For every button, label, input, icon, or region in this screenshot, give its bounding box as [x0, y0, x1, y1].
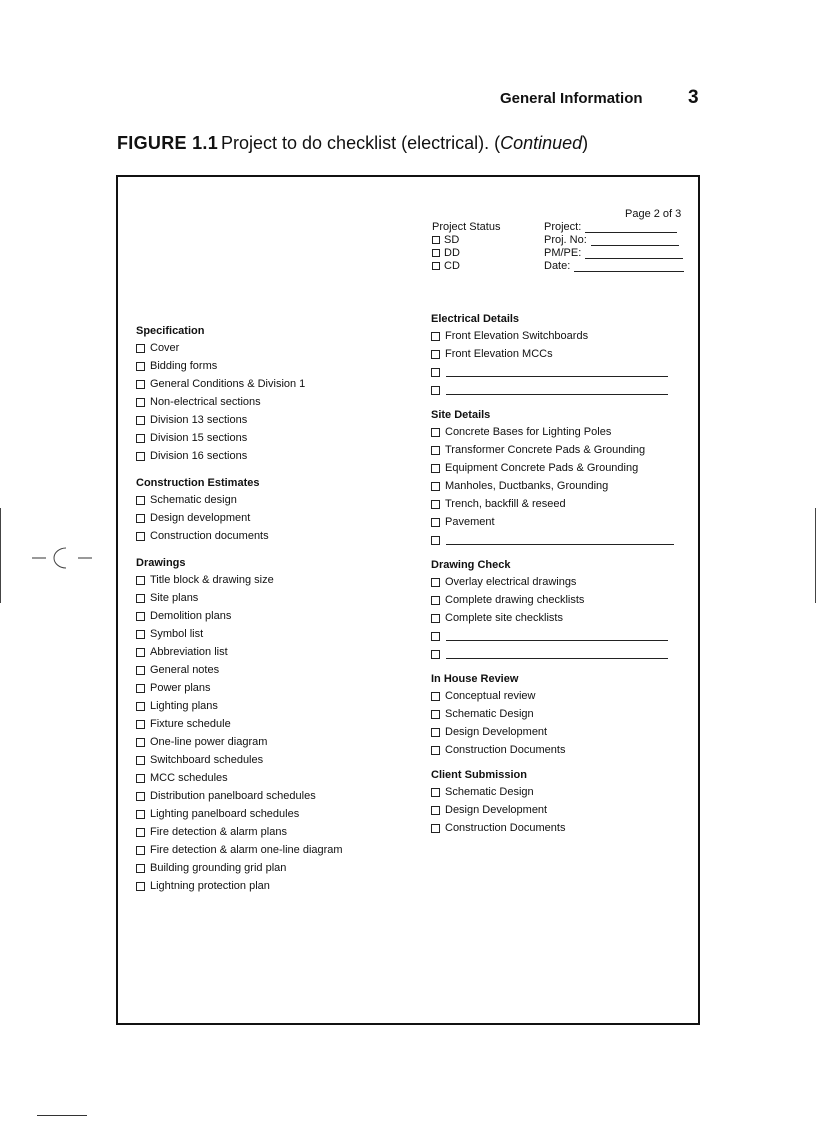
status-option-cd[interactable] — [432, 260, 460, 272]
list-item[interactable] — [136, 771, 406, 785]
project-number-field[interactable] — [544, 234, 679, 246]
item-label: Design development — [150, 512, 251, 524]
item-label: Manholes, Ductbanks, Grounding — [445, 480, 609, 492]
status-option-dd[interactable] — [432, 247, 460, 259]
item-label: Fire detection & alarm plans — [150, 826, 287, 838]
item-label: One-line power diagram — [150, 736, 268, 748]
project-status-label: Project Status — [432, 221, 501, 233]
checkbox[interactable] — [136, 828, 145, 837]
item-label: Complete drawing checklists — [445, 594, 585, 606]
item-label: Division 16 sections — [150, 450, 248, 462]
checkbox[interactable] — [136, 756, 145, 765]
list-item[interactable] — [431, 515, 681, 529]
project-number-line[interactable] — [591, 235, 679, 246]
section-title: Specification — [136, 325, 205, 337]
list-item[interactable] — [136, 493, 406, 507]
list-item[interactable] — [431, 725, 681, 739]
item-label: Distribution panelboard schedules — [150, 790, 316, 802]
list-item[interactable] — [431, 707, 681, 721]
project-number-label: Proj. No: — [544, 234, 587, 246]
list-item[interactable] — [136, 753, 406, 767]
checkbox[interactable] — [136, 792, 145, 801]
checkbox[interactable] — [136, 702, 145, 711]
item-label: Demolition plans — [150, 610, 232, 622]
item-label: Schematic Design — [445, 708, 534, 720]
section-title: Drawings — [136, 557, 186, 569]
list-item[interactable] — [136, 717, 406, 731]
item-label: Title block & drawing size — [150, 574, 274, 586]
list-item[interactable] — [431, 575, 681, 589]
item-label: Pavement — [445, 516, 495, 528]
item-label: Front Elevation MCCs — [445, 348, 553, 360]
list-item[interactable] — [136, 529, 406, 543]
item-label: Power plans — [150, 682, 211, 694]
status-option-sd[interactable] — [432, 234, 459, 246]
list-item[interactable] — [136, 645, 406, 659]
blank-item[interactable] — [431, 383, 681, 397]
item-label: MCC schedules — [150, 772, 228, 784]
checkbox[interactable] — [136, 576, 145, 585]
checkbox[interactable] — [136, 344, 145, 353]
item-label: Building grounding grid plan — [150, 862, 287, 874]
checkbox[interactable] — [431, 500, 440, 509]
item-label: Fixture schedule — [150, 718, 231, 730]
figure-caption-continued: Continued — [500, 133, 583, 153]
item-label: Non-electrical sections — [150, 396, 261, 408]
checkbox[interactable] — [431, 824, 440, 833]
checkbox[interactable] — [431, 728, 440, 737]
item-label: Abbreviation list — [150, 646, 228, 658]
list-item[interactable] — [431, 803, 681, 817]
item-label: Lighting panelboard schedules — [150, 808, 300, 820]
list-item[interactable] — [136, 395, 406, 409]
checkbox[interactable] — [136, 496, 145, 505]
checkbox[interactable] — [136, 452, 145, 461]
margin-mark-left — [0, 508, 1, 603]
list-item[interactable] — [431, 497, 681, 511]
section-title: Client Submission — [431, 769, 527, 781]
checkbox[interactable] — [431, 368, 440, 377]
item-label: Bidding forms — [150, 360, 218, 372]
list-item[interactable] — [431, 347, 681, 361]
checkbox[interactable] — [136, 846, 145, 855]
list-item[interactable] — [136, 511, 406, 525]
section-title: Construction Estimates — [136, 477, 260, 489]
item-label: Lighting plans — [150, 700, 218, 712]
registration-mark-icon — [32, 544, 92, 572]
list-item[interactable] — [431, 593, 681, 607]
site-details-section — [431, 409, 681, 547]
status-option-label: CD — [444, 260, 460, 272]
item-label: Construction documents — [150, 530, 269, 542]
section-title: Site Details — [431, 409, 491, 421]
drawings-section — [136, 557, 406, 893]
checkbox[interactable] — [136, 362, 145, 371]
blank-item[interactable] — [431, 647, 681, 661]
checkbox[interactable] — [431, 788, 440, 797]
item-label: Conceptual review — [445, 690, 536, 702]
list-item[interactable] — [136, 699, 406, 713]
item-label: Overlay electrical drawings — [445, 576, 577, 588]
blank-item[interactable] — [431, 365, 681, 379]
checkbox[interactable] — [136, 416, 145, 425]
blank-entry-line[interactable] — [446, 631, 668, 641]
checkbox[interactable] — [431, 632, 440, 641]
list-item[interactable] — [136, 431, 406, 445]
project-field[interactable] — [544, 221, 677, 233]
specification-section — [136, 325, 406, 463]
checkbox[interactable] — [431, 536, 440, 545]
item-label: Schematic design — [150, 494, 237, 506]
checkbox[interactable] — [431, 692, 440, 701]
section-title: In House Review — [431, 673, 519, 685]
checkbox[interactable] — [136, 684, 145, 693]
date-label: Date: — [544, 260, 571, 272]
list-item[interactable] — [431, 611, 681, 625]
blank-entry-line[interactable] — [446, 385, 668, 395]
list-item[interactable] — [431, 479, 681, 493]
list-item[interactable] — [431, 689, 681, 703]
checkbox[interactable] — [431, 650, 440, 659]
figure-caption-text: Project to do checklist (electrical). ( — [221, 133, 501, 153]
section-title: Electrical Details — [431, 313, 520, 325]
list-item[interactable] — [136, 843, 406, 857]
list-item[interactable] — [136, 573, 406, 587]
list-item[interactable] — [431, 461, 681, 475]
checkbox[interactable] — [136, 738, 145, 747]
date-field[interactable] — [544, 260, 684, 272]
blank-entry-line[interactable] — [446, 367, 668, 377]
list-item[interactable] — [136, 377, 406, 391]
list-item[interactable] — [431, 425, 681, 439]
checkbox[interactable] — [431, 746, 440, 755]
item-label: Concrete Bases for Lighting Poles — [445, 426, 612, 438]
list-item[interactable] — [136, 341, 406, 355]
project-field-line[interactable] — [585, 222, 677, 233]
client-submission-section — [431, 769, 681, 835]
running-header-title: General Information — [500, 90, 643, 107]
checkbox[interactable] — [431, 446, 440, 455]
checkbox[interactable] — [136, 864, 145, 873]
item-label: Division 13 sections — [150, 414, 248, 426]
checkbox[interactable] — [431, 518, 440, 527]
checkbox[interactable] — [431, 614, 440, 623]
list-item[interactable] — [431, 329, 681, 343]
item-label: Front Elevation Switchboards — [445, 330, 589, 342]
checkbox[interactable] — [136, 720, 145, 729]
page-number: 3 — [688, 87, 699, 108]
checkbox[interactable] — [136, 594, 145, 603]
list-item[interactable] — [136, 413, 406, 427]
list-item[interactable] — [136, 627, 406, 641]
form-page-indicator: Page 2 of 3 — [625, 208, 682, 220]
list-item[interactable] — [136, 879, 406, 893]
checkbox[interactable] — [136, 630, 145, 639]
item-label: Construction Documents — [445, 744, 566, 756]
list-item[interactable] — [136, 359, 406, 373]
item-label: Fire detection & alarm one-line diagram — [150, 844, 343, 856]
list-item[interactable] — [136, 449, 406, 463]
item-label: Lightning protection plan — [150, 880, 270, 892]
project-field-label: Project: — [544, 221, 582, 233]
item-label: Schematic Design — [445, 786, 534, 798]
pm-pe-label: PM/PE: — [544, 247, 582, 259]
item-label: Design Development — [445, 726, 548, 738]
list-item[interactable] — [136, 609, 406, 623]
checkbox[interactable] — [136, 648, 145, 657]
checkbox[interactable] — [432, 262, 440, 270]
right-column — [431, 313, 681, 835]
item-label: Symbol list — [150, 628, 204, 640]
item-label: Cover — [150, 342, 180, 354]
checkbox[interactable] — [431, 578, 440, 587]
list-item[interactable] — [136, 789, 406, 803]
drawing-check-section — [431, 559, 681, 661]
checkbox[interactable] — [431, 806, 440, 815]
checkbox[interactable] — [432, 249, 440, 257]
checkbox[interactable] — [431, 332, 440, 341]
checkbox[interactable] — [136, 514, 145, 523]
pm-pe-line[interactable] — [585, 248, 683, 259]
list-item[interactable] — [136, 735, 406, 749]
item-label: Site plans — [150, 592, 199, 604]
item-label: General notes — [150, 664, 220, 676]
list-item[interactable] — [136, 663, 406, 677]
section-title: Drawing Check — [431, 559, 511, 571]
checkbox[interactable] — [431, 350, 440, 359]
checkbox[interactable] — [136, 666, 145, 675]
item-label: Construction Documents — [445, 822, 566, 834]
checkbox[interactable] — [431, 596, 440, 605]
blank-entry-line[interactable] — [446, 649, 668, 659]
blank-entry-line[interactable] — [446, 535, 674, 545]
item-label: Complete site checklists — [445, 612, 563, 624]
checkbox[interactable] — [431, 710, 440, 719]
pm-pe-field[interactable] — [544, 247, 683, 259]
checkbox[interactable] — [136, 774, 145, 783]
checkbox[interactable] — [431, 386, 440, 395]
blank-item[interactable] — [431, 533, 681, 547]
item-label: Design Development — [445, 804, 548, 816]
item-label: Switchboard schedules — [150, 754, 264, 766]
item-label: Division 15 sections — [150, 432, 248, 444]
status-option-label: DD — [444, 247, 460, 259]
list-item[interactable] — [136, 825, 406, 839]
checkbox[interactable] — [431, 482, 440, 491]
checkbox[interactable] — [431, 428, 440, 437]
checkbox[interactable] — [136, 882, 145, 891]
list-item[interactable] — [431, 743, 681, 757]
electrical-details-section — [431, 313, 681, 397]
figure-label: FIGURE 1.1 — [117, 133, 219, 153]
list-item[interactable] — [431, 821, 681, 835]
item-label: General Conditions & Division 1 — [150, 378, 306, 390]
in-house-review-section — [431, 673, 681, 757]
date-line[interactable] — [574, 261, 684, 272]
checkbox[interactable] — [136, 532, 145, 541]
list-item[interactable] — [431, 785, 681, 799]
list-item[interactable] — [136, 807, 406, 821]
checkbox[interactable] — [431, 464, 440, 473]
footer-rule — [37, 1115, 87, 1116]
checkbox[interactable] — [136, 398, 145, 407]
blank-item[interactable] — [431, 629, 681, 643]
figure-caption — [221, 133, 588, 154]
status-option-label: SD — [444, 234, 460, 246]
checkbox[interactable] — [136, 612, 145, 621]
checkbox[interactable] — [136, 434, 145, 443]
construction-estimates-section — [136, 477, 406, 543]
list-item[interactable] — [431, 443, 681, 457]
list-item[interactable] — [136, 591, 406, 605]
list-item[interactable] — [136, 861, 406, 875]
checkbox[interactable] — [136, 810, 145, 819]
item-label: Transformer Concrete Pads & Grounding — [445, 444, 646, 456]
checkbox[interactable] — [136, 380, 145, 389]
checkbox[interactable] — [432, 236, 440, 244]
left-column — [136, 325, 406, 893]
item-label: Trench, backfill & reseed — [445, 498, 566, 510]
list-item[interactable] — [136, 681, 406, 695]
figure-caption-end: ) — [582, 133, 589, 153]
item-label: Equipment Concrete Pads & Grounding — [445, 462, 639, 474]
